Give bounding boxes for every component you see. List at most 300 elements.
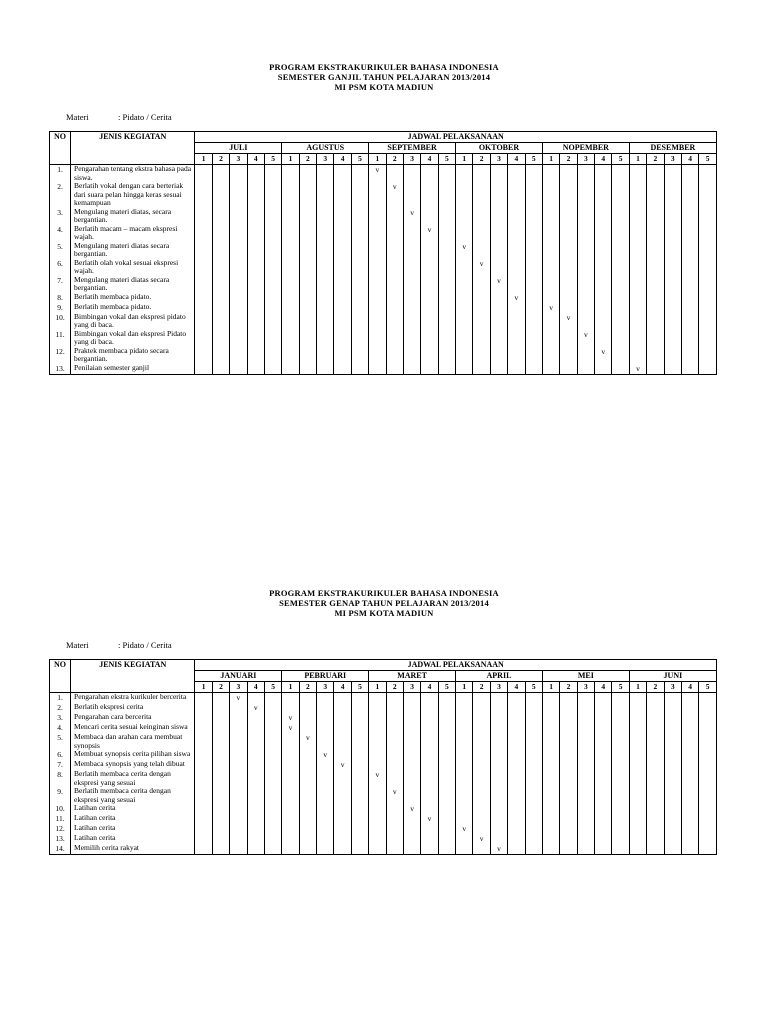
schedule-cell <box>351 787 368 804</box>
schedule-cell <box>595 242 612 259</box>
schedule-cell <box>560 364 577 375</box>
schedule-cell <box>369 804 386 814</box>
schedule-cell <box>334 844 351 855</box>
schedule-cell <box>577 182 594 208</box>
activity-row <box>50 713 717 723</box>
schedule-cell <box>595 814 612 824</box>
schedule-cell <box>195 225 212 242</box>
schedule-cell <box>317 693 334 704</box>
schedule-cell <box>681 814 698 824</box>
row-number: 5. <box>50 242 71 259</box>
schedule-cell <box>542 834 559 844</box>
schedule-cell <box>282 330 299 347</box>
schedule-cell <box>282 165 299 183</box>
header-jadwal: JADWAL PELAKSANAAN <box>195 132 717 143</box>
title-line: SEMESTER GANJIL TAHUN PELAJARAN 2013/2014 <box>277 72 491 82</box>
schedule-cell <box>508 259 525 276</box>
schedule-cell <box>264 834 281 844</box>
schedule-cell <box>230 713 247 723</box>
schedule-cell <box>456 703 473 713</box>
schedule-cell <box>264 330 281 347</box>
schedule-cell <box>369 259 386 276</box>
schedule-cell <box>369 703 386 713</box>
week-header: 5 <box>351 154 368 165</box>
schedule-cell <box>334 259 351 276</box>
schedule-cell <box>577 804 594 814</box>
schedule-cell <box>542 347 559 364</box>
schedule-cell <box>612 276 629 293</box>
schedule-cell <box>629 303 646 313</box>
schedule-cell <box>456 733 473 750</box>
schedule-cell <box>317 760 334 770</box>
schedule-cell <box>403 347 420 364</box>
schedule-cell <box>351 703 368 713</box>
schedule-cell <box>508 787 525 804</box>
schedule-cell <box>456 293 473 303</box>
schedule-cell <box>525 330 542 347</box>
materi-value: : Pidato / Cerita <box>118 112 172 122</box>
schedule-cell <box>508 760 525 770</box>
schedule-cell <box>230 225 247 242</box>
schedule-cell <box>595 723 612 733</box>
schedule-cell <box>247 824 264 834</box>
schedule-cell <box>647 693 664 704</box>
activity-text: Latihan cerita <box>71 804 195 814</box>
schedule-cell <box>629 844 646 855</box>
schedule-cell <box>438 313 455 330</box>
month-header: SEPTEMBER <box>369 143 456 154</box>
schedule-cell <box>369 276 386 293</box>
schedule-cell <box>212 208 229 225</box>
activity-text: Berlatih membaca cerita dengan ekspresi yang sesuai <box>71 770 195 787</box>
schedule-cell <box>438 347 455 364</box>
activity-row <box>50 242 717 259</box>
schedule-cell <box>525 693 542 704</box>
schedule-cell <box>490 760 507 770</box>
schedule-cell <box>699 760 717 770</box>
schedule-cell <box>351 330 368 347</box>
schedule-cell <box>334 723 351 733</box>
schedule-cell <box>212 834 229 844</box>
schedule-cell <box>542 276 559 293</box>
schedule-cell <box>317 770 334 787</box>
schedule-cell <box>612 208 629 225</box>
schedule-cell <box>595 225 612 242</box>
schedule-cell <box>525 770 542 787</box>
row-number: 13. <box>50 834 71 844</box>
schedule-cell <box>386 208 403 225</box>
schedule-cell <box>629 713 646 723</box>
schedule-cell <box>699 330 717 347</box>
schedule-cell <box>560 723 577 733</box>
schedule-cell <box>560 276 577 293</box>
schedule-cell <box>421 804 438 814</box>
schedule-cell <box>525 303 542 313</box>
schedule-cell <box>681 770 698 787</box>
schedule-cell <box>629 293 646 303</box>
month-header: PEBRUARI <box>282 671 369 682</box>
schedule-cell <box>577 713 594 723</box>
schedule-cell <box>595 259 612 276</box>
schedule-check-mark: v <box>456 242 473 259</box>
schedule-cell <box>369 824 386 834</box>
schedule-cell <box>438 182 455 208</box>
schedule-cell <box>438 225 455 242</box>
schedule-cell <box>317 182 334 208</box>
schedule-cell <box>351 208 368 225</box>
schedule-cell <box>490 293 507 303</box>
schedule-cell <box>386 225 403 242</box>
schedule-cell <box>386 733 403 750</box>
schedule-cell <box>212 814 229 824</box>
schedule-cell <box>369 313 386 330</box>
schedule-cell <box>230 364 247 375</box>
schedule-cell <box>247 276 264 293</box>
schedule-cell <box>629 208 646 225</box>
schedule-cell <box>386 693 403 704</box>
week-header: 5 <box>699 682 717 693</box>
schedule-cell <box>560 760 577 770</box>
title-line: PROGRAM EKSTRAKURIKULER BAHASA INDONESIA <box>269 62 499 72</box>
schedule-cell <box>299 804 316 814</box>
schedule-cell <box>490 225 507 242</box>
schedule-cell <box>595 787 612 804</box>
schedule-cell <box>369 814 386 824</box>
schedule-cell <box>595 750 612 760</box>
schedule-cell <box>542 225 559 242</box>
schedule-cell <box>560 208 577 225</box>
week-header: 5 <box>525 682 542 693</box>
week-header: 3 <box>490 154 507 165</box>
schedule-cell <box>612 347 629 364</box>
schedule-cell <box>456 723 473 733</box>
schedule-cell <box>334 750 351 760</box>
week-header: 1 <box>542 682 559 693</box>
schedule-cell <box>508 303 525 313</box>
schedule-cell <box>560 242 577 259</box>
week-header: 2 <box>299 154 316 165</box>
schedule-cell <box>299 303 316 313</box>
schedule-cell <box>369 787 386 804</box>
schedule-cell <box>560 182 577 208</box>
schedule-cell <box>247 313 264 330</box>
schedule-cell <box>403 225 420 242</box>
schedule-cell <box>525 723 542 733</box>
schedule-cell <box>212 259 229 276</box>
schedule-cell <box>438 259 455 276</box>
schedule-cell <box>577 242 594 259</box>
schedule-cell <box>473 225 490 242</box>
schedule-cell <box>525 760 542 770</box>
schedule-cell <box>664 834 681 844</box>
schedule-cell <box>247 303 264 313</box>
week-header: 2 <box>386 154 403 165</box>
schedule-cell <box>421 303 438 313</box>
header-jenis-kegiatan: JENIS KEGIATAN <box>71 660 195 693</box>
schedule-cell <box>264 313 281 330</box>
row-number: 5. <box>50 733 71 750</box>
schedule-cell <box>577 770 594 787</box>
activity-row <box>50 293 717 303</box>
schedule-cell <box>247 225 264 242</box>
schedule-cell <box>282 259 299 276</box>
header-no: NO <box>50 660 71 693</box>
schedule-cell <box>230 208 247 225</box>
schedule-cell <box>456 713 473 723</box>
activity-text: Berlatih membaca pidato. <box>71 293 195 303</box>
schedule-cell <box>577 347 594 364</box>
schedule-cell <box>299 844 316 855</box>
schedule-cell <box>212 364 229 375</box>
schedule-cell <box>421 733 438 750</box>
week-header: 1 <box>456 682 473 693</box>
week-header: 5 <box>438 154 455 165</box>
schedule-cell <box>282 814 299 824</box>
month-header: DESEMBER <box>629 143 716 154</box>
schedule-cell <box>629 276 646 293</box>
schedule-cell <box>681 723 698 733</box>
schedule-cell <box>282 347 299 364</box>
schedule-cell <box>247 693 264 704</box>
activity-text: Membaca synopsis yang telah dibuat <box>71 760 195 770</box>
schedule-cell <box>699 770 717 787</box>
schedule-cell <box>629 330 646 347</box>
schedule-cell <box>525 844 542 855</box>
schedule-cell <box>699 364 717 375</box>
schedule-cell <box>664 760 681 770</box>
schedule-cell <box>595 760 612 770</box>
schedule-cell <box>595 165 612 183</box>
schedule-cell <box>681 330 698 347</box>
schedule-cell <box>560 303 577 313</box>
schedule-cell <box>681 733 698 750</box>
schedule-cell <box>247 347 264 364</box>
schedule-cell <box>438 208 455 225</box>
schedule-cell <box>473 303 490 313</box>
schedule-cell <box>421 723 438 733</box>
schedule-cell <box>230 834 247 844</box>
schedule-cell <box>681 208 698 225</box>
schedule-cell <box>473 347 490 364</box>
schedule-cell <box>403 713 420 723</box>
schedule-cell <box>681 364 698 375</box>
row-number: 6. <box>50 259 71 276</box>
schedule-cell <box>438 364 455 375</box>
schedule-cell <box>334 824 351 834</box>
schedule-check-mark: v <box>282 713 299 723</box>
schedule-cell <box>282 824 299 834</box>
schedule-cell <box>629 723 646 733</box>
schedule-cell <box>438 303 455 313</box>
schedule-cell <box>473 733 490 750</box>
schedule-cell <box>386 364 403 375</box>
schedule-cell <box>438 844 455 855</box>
schedule-cell <box>473 713 490 723</box>
schedule-cell <box>317 713 334 723</box>
schedule-cell <box>595 733 612 750</box>
schedule-cell <box>681 347 698 364</box>
schedule-cell <box>664 824 681 834</box>
schedule-cell <box>664 259 681 276</box>
schedule-cell <box>386 760 403 770</box>
row-number: 9. <box>50 303 71 313</box>
schedule-cell <box>212 225 229 242</box>
week-header: 4 <box>681 154 698 165</box>
schedule-cell <box>282 182 299 208</box>
schedule-cell <box>577 844 594 855</box>
schedule-cell <box>195 713 212 723</box>
schedule-cell <box>595 330 612 347</box>
schedule-cell <box>664 276 681 293</box>
schedule-cell <box>247 208 264 225</box>
schedule-check-mark: v <box>542 303 559 313</box>
schedule-cell <box>230 165 247 183</box>
week-header: 5 <box>612 682 629 693</box>
schedule-cell <box>438 804 455 814</box>
activity-text: Penilaian semester ganjil <box>71 364 195 375</box>
schedule-cell <box>299 834 316 844</box>
schedule-cell <box>386 703 403 713</box>
activity-text: Bimbingan vokal dan ekspresi Pidato yang di baca. <box>71 330 195 347</box>
activity-row <box>50 804 717 814</box>
schedule-cell <box>456 770 473 787</box>
title-block <box>0 588 768 618</box>
schedule-cell <box>525 804 542 814</box>
schedule-cell <box>212 844 229 855</box>
schedule-cell <box>351 844 368 855</box>
schedule-cell <box>299 760 316 770</box>
schedule-cell <box>508 165 525 183</box>
week-header: 3 <box>403 154 420 165</box>
schedule-cell <box>456 259 473 276</box>
schedule-cell <box>351 182 368 208</box>
schedule-cell <box>681 276 698 293</box>
schedule-cell <box>542 364 559 375</box>
week-header: 3 <box>664 154 681 165</box>
schedule-cell <box>282 733 299 750</box>
schedule-cell <box>681 760 698 770</box>
week-header: 1 <box>629 154 646 165</box>
schedule-cell <box>230 770 247 787</box>
schedule-cell <box>386 313 403 330</box>
schedule-cell <box>299 182 316 208</box>
schedule-cell <box>525 293 542 303</box>
schedule-cell <box>317 242 334 259</box>
schedule-cell <box>595 208 612 225</box>
week-header: 3 <box>230 154 247 165</box>
schedule-cell <box>629 703 646 713</box>
schedule-cell <box>473 364 490 375</box>
schedule-cell <box>595 804 612 814</box>
schedule-cell <box>664 804 681 814</box>
schedule-cell <box>647 276 664 293</box>
week-header: 2 <box>299 682 316 693</box>
schedule-check-mark: v <box>247 703 264 713</box>
schedule-cell <box>577 225 594 242</box>
schedule-cell <box>456 693 473 704</box>
schedule-cell <box>612 242 629 259</box>
schedule-cell <box>421 844 438 855</box>
schedule-cell <box>247 844 264 855</box>
schedule-cell <box>264 713 281 723</box>
schedule-cell <box>612 723 629 733</box>
activity-text: Bimbingan vokal dan ekspresi pidato yang di baca. <box>71 313 195 330</box>
schedule-cell <box>699 313 717 330</box>
schedule-cell <box>490 804 507 814</box>
week-header: 1 <box>282 682 299 693</box>
schedule-cell <box>351 347 368 364</box>
schedule-cell <box>699 225 717 242</box>
schedule-cell <box>195 208 212 225</box>
schedule-cell <box>508 313 525 330</box>
schedule-cell <box>212 165 229 183</box>
schedule-cell <box>542 330 559 347</box>
schedule-cell <box>699 703 717 713</box>
week-header: 4 <box>421 682 438 693</box>
schedule-cell <box>647 303 664 313</box>
schedule-cell <box>264 733 281 750</box>
week-header: 4 <box>508 682 525 693</box>
activity-row <box>50 330 717 347</box>
schedule-cell <box>438 824 455 834</box>
schedule-cell <box>351 293 368 303</box>
schedule-cell <box>264 787 281 804</box>
schedule-cell <box>230 347 247 364</box>
activity-row <box>50 225 717 242</box>
schedule-check-mark: v <box>369 770 386 787</box>
schedule-cell <box>230 242 247 259</box>
week-header: 1 <box>195 682 212 693</box>
schedule-cell <box>403 182 420 208</box>
schedule-cell <box>282 313 299 330</box>
schedule-cell <box>681 313 698 330</box>
schedule-cell <box>647 787 664 804</box>
schedule-cell <box>403 750 420 760</box>
schedule-cell <box>264 303 281 313</box>
row-number: 4. <box>50 225 71 242</box>
schedule-cell <box>473 182 490 208</box>
schedule-cell <box>612 770 629 787</box>
week-header: 4 <box>247 154 264 165</box>
schedule-cell <box>421 770 438 787</box>
schedule-cell <box>195 770 212 787</box>
schedule-cell <box>577 208 594 225</box>
schedule-cell <box>542 787 559 804</box>
activity-row <box>50 760 717 770</box>
activity-text: Berlatih vokal dengan cara berteriak dari suara pelan hingga keras sesuai kemampuan <box>71 182 195 208</box>
schedule-cell <box>299 693 316 704</box>
schedule-cell <box>612 804 629 814</box>
schedule-cell <box>560 293 577 303</box>
schedule-cell <box>577 364 594 375</box>
activity-row <box>50 313 717 330</box>
schedule-check-mark: v <box>386 787 403 804</box>
activity-text: Latihan cerita <box>71 814 195 824</box>
schedule-cell <box>403 330 420 347</box>
schedule-cell <box>351 303 368 313</box>
schedule-cell <box>699 713 717 723</box>
schedule-cell <box>438 723 455 733</box>
schedule-cell <box>421 208 438 225</box>
week-header: 4 <box>247 682 264 693</box>
schedule-cell <box>612 330 629 347</box>
schedule-cell <box>664 303 681 313</box>
schedule-cell <box>264 824 281 834</box>
schedule-cell <box>230 723 247 733</box>
row-number: 9. <box>50 787 71 804</box>
schedule-cell <box>351 824 368 834</box>
schedule-cell <box>699 804 717 814</box>
